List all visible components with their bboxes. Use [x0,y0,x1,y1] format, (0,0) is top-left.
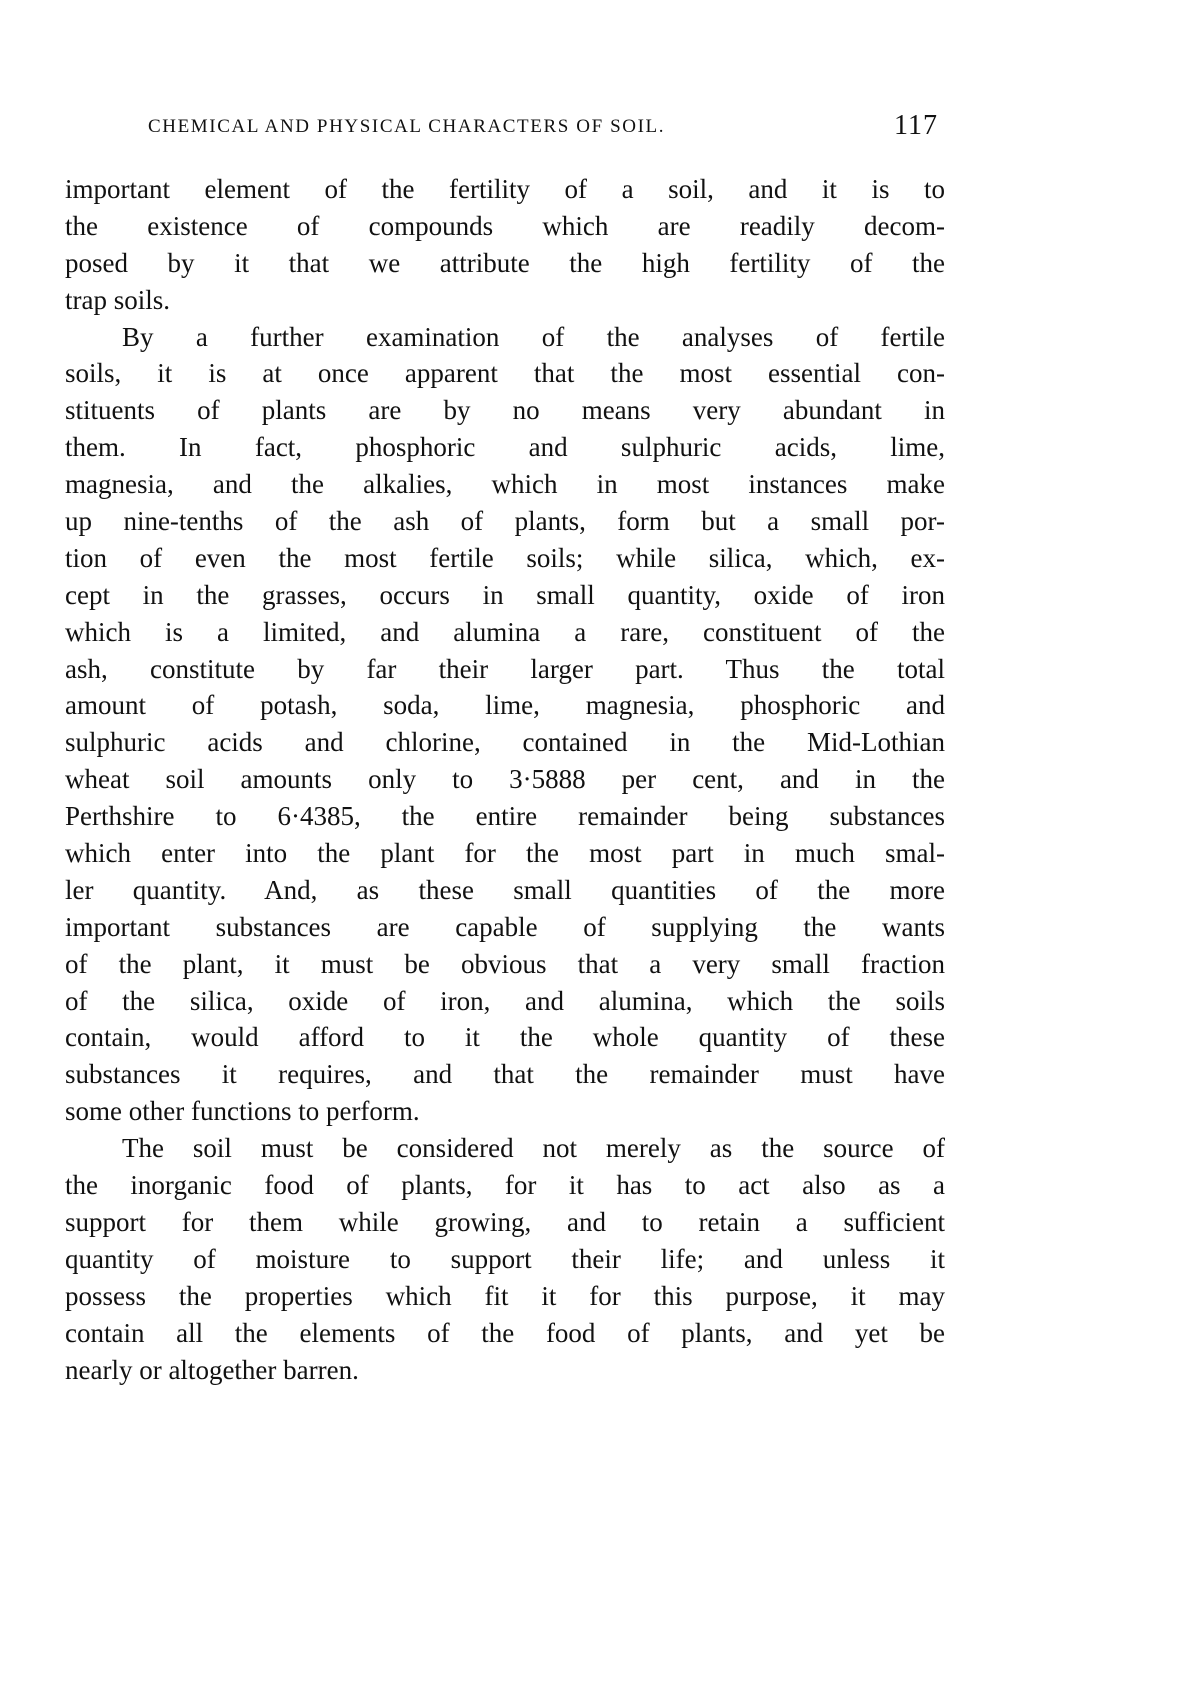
paragraph-1-line: trap soils. [65,284,170,315]
paragraph-2-line: substances it requires, and that the remainder must have [65,1059,945,1090]
paragraph-1-line: posed by it that we attribute the high fertility of the [65,247,945,278]
paragraph-2-line: them. In fact, phosphoric and sulphuric acids, lime, [65,432,945,463]
paragraph-2-line: stituents of plants are by no means very abundant in [65,395,945,426]
paragraph-1-line: important element of the fertility of a soil, and it is to [65,174,945,204]
paragraph-2-line: cept in the grasses, occurs in small quantity, oxide of iron [65,579,945,610]
paragraph-2-line: By a further examination of the analyses of fertile [122,321,945,352]
paragraph-2-line: contain, would afford to it the whole quantity of these [65,1022,945,1053]
paragraph-1-line: the existence of compounds which are readily decom- [65,210,945,241]
paragraph-3-line: nearly or altogether barren. [65,1354,359,1385]
paragraph-3-line: The soil must be considered not merely as the source of [122,1133,945,1164]
paragraph-2-line: soils, it is at once apparent that the most essential con- [65,358,945,389]
paragraph-2-line: tion of even the most fertile soils; while silica, which, ex- [65,542,945,573]
paragraph-2-line: which is a limited, and alumina a rare, constituent of the [65,616,945,647]
paragraph-3-line: possess the properties which fit it for this purpose, it may [65,1280,945,1311]
paragraph-2-line: of the plant, it must be obvious that a very small fraction [65,948,945,979]
paragraph-3-line: the inorganic food of plants, for it has to act also as a [65,1170,945,1201]
paragraph-3-line: quantity of moisture to support their life; and unless it [65,1243,945,1274]
paragraph-2-line: wheat soil amounts only to 3·5888 per cent, and in the [65,764,945,795]
paragraph-2-line: up nine-tenths of the ash of plants, form but a small por- [65,506,945,537]
paragraph-2-line: magnesia, and the alkalies, which in most instances make [65,469,945,500]
paragraph-3-line: support for them while growing, and to retain a sufficient [65,1206,945,1237]
paragraph-2-line: ler quantity. And, as these small quantities of the more [65,874,945,905]
paragraph-2-line: which enter into the plant for the most part in much smal- [65,838,945,869]
paragraph-2-line: sulphuric acids and chlorine, contained in the Mid-Lothian [65,727,945,758]
running-title: CHEMICAL AND PHYSICAL CHARACTERS OF SOIL. [148,116,666,137]
paragraph-2-line: of the silica, oxide of iron, and alumina, which the soils [65,985,945,1016]
paragraph-3-line: contain all the elements of the food of plants, and yet be [65,1317,945,1348]
paragraph-2-line: some other functions to perform. [65,1096,420,1127]
running-header [148,112,938,146]
paragraph-2-line: important substances are capable of supplying the wants [65,911,945,942]
paragraph-2-line: Perthshire to 6·4385, the entire remainder being substances [65,801,945,832]
paragraph-2-line: ash, constitute by far their larger part. Thus the total [65,653,945,684]
body-text [65,171,945,1388]
paragraph-2-line: amount of potash, soda, lime, magnesia, phosphoric and [65,690,945,721]
page-number: 117 [894,110,938,141]
